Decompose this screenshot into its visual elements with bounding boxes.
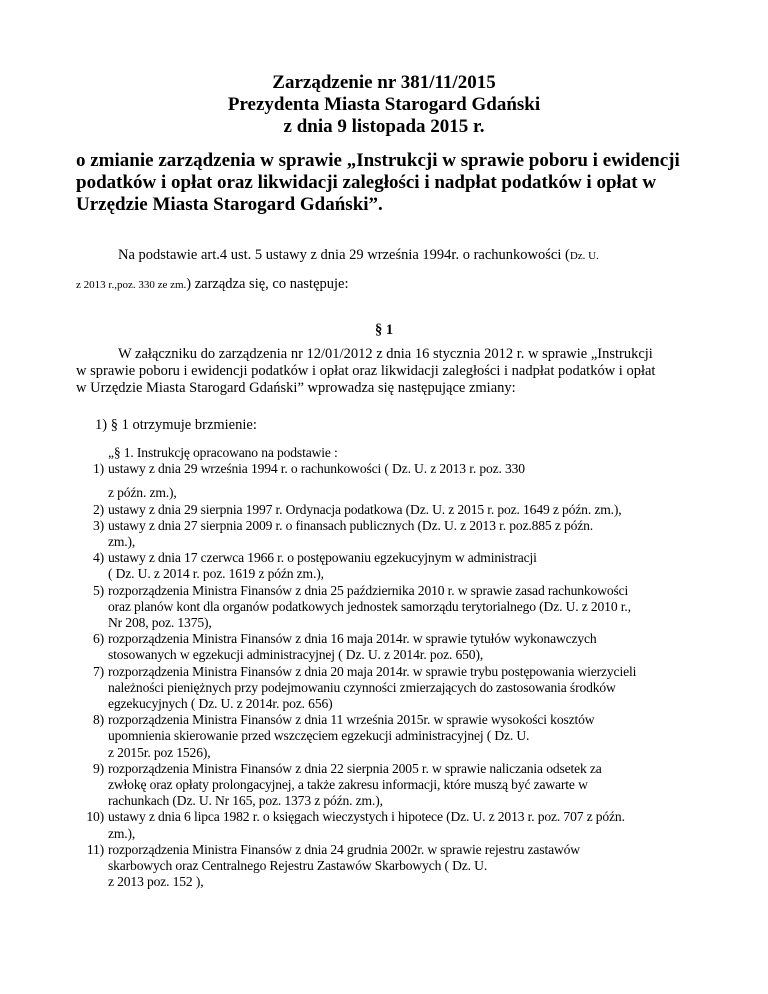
list-item-line: stosowanych w egzekucji administracyjnej ( Dz. U. z 2014r. poz. 650),: [108, 647, 484, 663]
list-item: [76, 631, 696, 663]
list-item-number: 1): [92, 461, 104, 477]
list-item-line: skarbowych oraz Centralnego Rejestru Zastawów Skarbowych ( Dz. U.: [108, 858, 488, 874]
quote-intro: „§ 1. Instrukcję opracowano na podstawie :: [108, 445, 338, 460]
items-container: [76, 461, 696, 890]
title-line-2: Prezydenta Miasta Starogard Gdański: [227, 94, 541, 115]
list-item-line: ustawy z dnia 29 września 1994 r. o rachunkowości ( Dz. U. z 2013 r. poz. 330: [108, 461, 525, 477]
list-item: [76, 583, 696, 632]
list-item-line: ustawy z dnia 6 lipca 1982 r. o księgach wieczystych i hipotece (Dz. U. z 2013 r. poz. 707 z późn.: [108, 809, 625, 825]
list-item-line: zwłokę oraz opłaty prolongacyjnej, a także zakresu informacji, które muszą być zawarte w: [108, 777, 588, 793]
section-mark: § 1: [374, 322, 394, 338]
list-item-line: rozporządzenia Ministra Finansów z dnia 20 maja 2014r. w sprawie trybu postępowania wierzycieli: [108, 663, 637, 679]
list-item-line: rozporządzenia Ministra Finansów z dnia 25 października 2010 r. w sprawie zasad rachunkowości: [108, 582, 629, 598]
list-item-number: 10): [86, 809, 104, 825]
list-item-line: ustawy z dnia 27 sierpnia 2009 r. o finansach publicznych (Dz. U. z 2013 r. poz.885 z późn.: [108, 517, 594, 533]
list-item-line: ( Dz. U. z 2014 r. poz. 1619 z późn zm.),: [108, 566, 324, 582]
list-item-line: z 2015r. poz 1526),: [108, 744, 211, 760]
list-item-line: rozporządzenia Ministra Finansów z dnia 16 maja 2014r. w sprawie tytułów wykonawczych: [108, 631, 597, 647]
list-item-line: Nr 208, poz. 1375),: [108, 615, 212, 631]
list-item: [76, 518, 696, 550]
list-item-number: 9): [92, 760, 104, 776]
list-item: [76, 761, 696, 810]
list-item-line: egzekucyjnych ( Dz. U. z 2014r. poz. 656): [108, 696, 333, 712]
list-item-line: rozporządzenia Ministra Finansów z dnia 24 grudnia 2002r. w sprawie rejestru zastawów: [108, 841, 580, 857]
list-item-line: należności pieniężnych przy podejmowaniu czynności zmierzających do zastosowania środków: [108, 679, 616, 695]
list-item-line: zm.),: [108, 534, 136, 550]
list-item-number: 6): [92, 631, 104, 647]
list-item-line: z późn. zm.),: [108, 485, 177, 501]
title-line-3: z dnia 9 listopada 2015 r.: [283, 116, 485, 137]
list-item-line: upomnienia skierowanie przed wszczęciem egzekucji administracyjnej ( Dz. U.: [108, 728, 530, 744]
list-item-line: ustawy z dnia 29 sierpnia 1997 r. Ordynacja podatkowa (Dz. U. z 2015 r. poz. 1649 z późn. zm.),: [108, 501, 622, 517]
section-text-line-3: w Urzędzie Miasta Starogard Gdański” wprowadza się następujące zmiany:: [76, 380, 516, 396]
subject-line-1: o zmianie zarządzenia w sprawie „Instrukcji w sprawie poboru i ewidencji: [76, 150, 680, 171]
list-item: [76, 550, 696, 582]
list-item: [76, 809, 696, 841]
list-item-line: rozporządzenia Ministra Finansów z dnia 11 września 2015r. w sprawie wysokości kosztów: [108, 712, 595, 728]
list-item: [76, 461, 696, 501]
legal-basis-line-1: Na podstawie art.4 ust. 5 ustawy z dnia 29 września 1994r. o rachunkowości (Dz. U.: [118, 247, 599, 263]
list-item: [76, 502, 696, 518]
list-item-line: zm.),: [108, 825, 136, 841]
document-subject: [76, 150, 696, 216]
list-item-line: rachunkach (Dz. U. Nr 165, poz. 1373 z późn. zm.),: [108, 793, 383, 809]
list-item: [76, 664, 696, 713]
list-item-line: [108, 477, 696, 485]
list-item-number: 11): [86, 841, 104, 857]
section-text-line-1: W załączniku do zarządzenia nr 12/01/2012 z dnia 16 stycznia 2012 r. w sprawie „Instrukcji: [118, 346, 653, 362]
section-text-line-2: w sprawie poboru i ewidencji podatków i opłat oraz likwidacji zaległości i nadpłat podatków i opłat: [76, 363, 656, 379]
list-item-line: oraz planów kont dla organów podatkowych jednostek samorządu terytorialnego (Dz. U. z 2010 r.,: [108, 598, 631, 614]
change-item: 1) § 1 otrzymuje brzmienie:: [95, 417, 257, 433]
list-item-number: 5): [92, 582, 104, 598]
list-item-number: 4): [92, 550, 104, 566]
list-item-number: 3): [92, 517, 104, 533]
title-line-1: Zarządzenie nr 381/11/2015: [272, 72, 496, 93]
list-item: [76, 712, 696, 761]
subject-line-2: podatków i opłat oraz likwidacji zaległości i nadpłat podatków i opłat w: [76, 172, 657, 193]
legal-basis-line-2: z 2013 r.,poz. 330 ze zm.) zarządza się, co następuje:: [76, 276, 349, 292]
document-title: [0, 72, 768, 138]
list-item-line: ustawy z dnia 17 czerwca 1966 r. o postępowaniu egzekucyjnym w administracji: [108, 550, 537, 566]
list-item-number: 7): [92, 663, 104, 679]
list-item-number: 8): [92, 712, 104, 728]
subject-line-3: Urzędzie Miasta Starogard Gdański”.: [76, 194, 383, 215]
section-text: [76, 346, 696, 397]
list-item-number: 2): [92, 501, 104, 517]
list-item-line: z 2013 poz. 152 ),: [108, 874, 204, 890]
list-item-line: rozporządzenia Ministra Finansów z dnia 22 sierpnia 2005 r. w sprawie naliczania odsetek za: [108, 760, 602, 776]
list-item: [76, 842, 696, 891]
legal-basis-list: [76, 445, 696, 890]
